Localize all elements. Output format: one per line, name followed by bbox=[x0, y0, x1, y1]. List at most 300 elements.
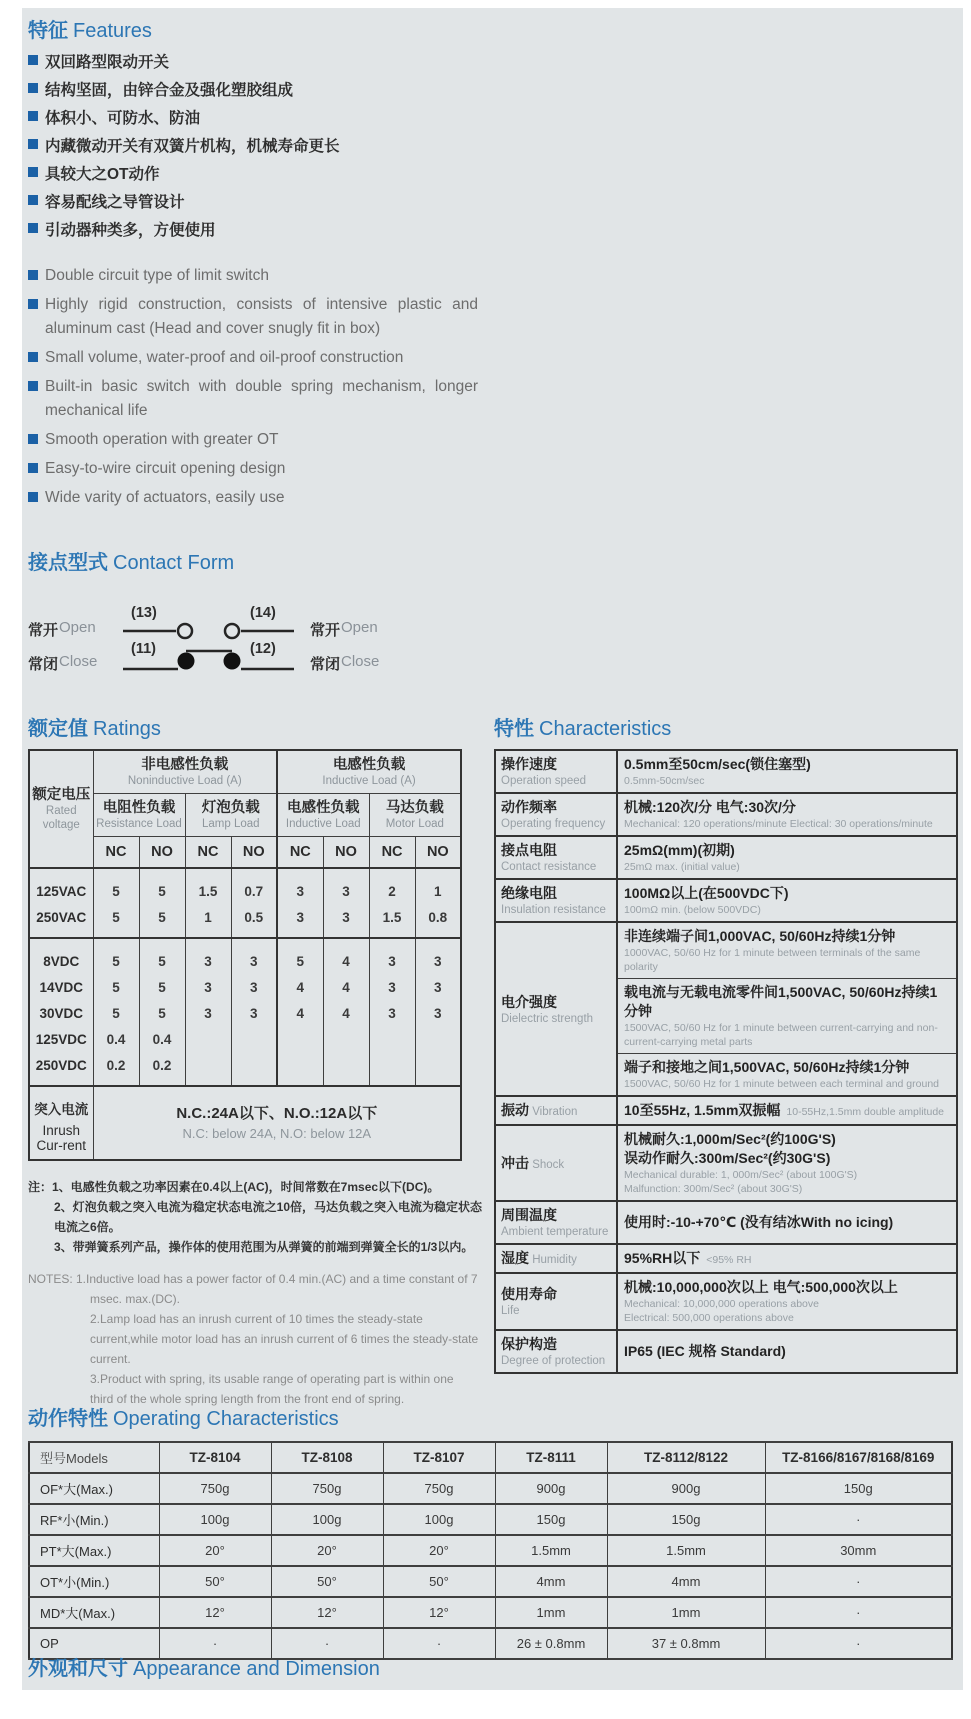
open-contact-symbol bbox=[123, 624, 294, 638]
load-subgroup-zh: 灯泡负载 bbox=[201, 800, 260, 816]
characteristic-label-cell bbox=[495, 1096, 617, 1125]
ratings-value: 3 bbox=[250, 980, 258, 995]
characteristics-row bbox=[495, 836, 957, 879]
characteristic-label-en: Ambient temperature bbox=[501, 1226, 609, 1238]
operating-value-cell: 1mm bbox=[607, 1597, 765, 1628]
load-group-en: Inductive Load (A) bbox=[322, 775, 416, 787]
ratings-value: 0.4 bbox=[152, 1032, 172, 1047]
ratings-value: 0.2 bbox=[106, 1058, 126, 1073]
ratings-value: 5 bbox=[296, 954, 305, 969]
open-label-left-en: Open bbox=[59, 619, 96, 636]
operating-value-cell: 12° bbox=[271, 1597, 383, 1628]
characteristic-value-cell bbox=[617, 1125, 957, 1201]
characteristic-value-cell bbox=[617, 793, 957, 836]
characteristics-row bbox=[495, 1201, 957, 1244]
operating-value-cell: 150g bbox=[607, 1504, 765, 1535]
ratings-value: 5 bbox=[158, 1006, 166, 1021]
nc-no-header: NC bbox=[277, 837, 323, 869]
close-label-right-en: Close bbox=[341, 653, 380, 670]
operating-heading-en: Operating Characteristics bbox=[113, 1408, 339, 1430]
ratings-value bbox=[325, 1053, 368, 1079]
ratings-value bbox=[371, 1027, 414, 1053]
characteristics-section bbox=[494, 712, 956, 1374]
characteristic-label bbox=[501, 1154, 613, 1173]
ratings-value: 1.5 bbox=[382, 910, 402, 925]
characteristic-label-cell bbox=[495, 922, 617, 1096]
characteristic-label-zh: 冲击 bbox=[501, 1154, 529, 1171]
ratings-value: 5 bbox=[158, 910, 166, 925]
feature-item-en: Smooth operation with greater OT bbox=[28, 428, 478, 452]
load-subgroup-en: Motor Load bbox=[385, 818, 444, 830]
characteristic-value-zh: 误动作耐久:300m/Sec²(约30G'S) bbox=[624, 1150, 831, 1166]
ratings-value: 3 bbox=[204, 1006, 212, 1021]
ratings-value: 5 bbox=[112, 980, 120, 995]
ratings-value-cell bbox=[277, 938, 323, 1086]
load-subgroup-zh: 马达负载 bbox=[385, 800, 444, 816]
contact-form-diagram bbox=[28, 601, 458, 685]
features-section bbox=[28, 14, 478, 515]
appearance-heading-zh: 外观和尺寸 bbox=[28, 1658, 128, 1680]
load-group-header bbox=[277, 750, 461, 794]
operating-value-cell: 750g bbox=[159, 1473, 271, 1504]
characteristic-value-zh: 使用时:-10-+70℃ (没有结冰With no icing) bbox=[624, 1214, 894, 1230]
ratings-value-cell bbox=[415, 938, 461, 1086]
operating-value-cell: · bbox=[765, 1597, 952, 1628]
open-label-right-en: Open bbox=[341, 619, 378, 636]
ratings-table bbox=[28, 749, 462, 1161]
nc-no-header: NC bbox=[93, 837, 139, 869]
ratings-value: 4 bbox=[342, 980, 350, 995]
terminal-14-label: (14) bbox=[250, 605, 276, 621]
operating-value-cell: 50° bbox=[383, 1566, 495, 1597]
operating-value-cell: 12° bbox=[159, 1597, 271, 1628]
load-subgroup-header bbox=[185, 794, 277, 837]
voltage-label: 250VAC bbox=[36, 910, 87, 925]
voltage-label: 30VDC bbox=[39, 1006, 84, 1021]
operating-row-label: OT*小(Min.) bbox=[29, 1566, 159, 1597]
operating-value-cell: 37 ± 0.8mm bbox=[607, 1628, 765, 1659]
voltage-label: 8VDC bbox=[43, 954, 80, 969]
characteristic-label-zh: 振动 bbox=[501, 1102, 529, 1118]
feature-item-en: Wide varity of actuators, easily use bbox=[28, 486, 478, 510]
nc-no-header: NO bbox=[323, 837, 369, 869]
nc-no-header: NO bbox=[139, 837, 185, 869]
appearance-heading bbox=[28, 1652, 380, 1681]
characteristic-label-zh: 使用寿命 bbox=[501, 1286, 557, 1302]
ratings-value: 3 bbox=[342, 884, 350, 899]
load-group-en: Noninductive Load (A) bbox=[127, 775, 242, 787]
nc-no-header: NO bbox=[415, 837, 461, 869]
characteristic-value-zh: 非连续端子间1,000VAC, 50/60Hz持续1分钟 bbox=[624, 928, 896, 944]
operating-value-cell: 1mm bbox=[495, 1597, 607, 1628]
ratings-value: 1.5 bbox=[198, 884, 218, 899]
operating-section bbox=[28, 1402, 956, 1660]
features-heading-en: Features bbox=[73, 20, 152, 42]
characteristics-row bbox=[495, 750, 957, 793]
characteristic-value-cell bbox=[617, 1330, 957, 1373]
characteristic-value-zh: 机械耐久:1,000m/Sec²(约100G'S) bbox=[624, 1131, 836, 1147]
load-subgroup-header bbox=[277, 794, 369, 837]
feature-item-zh: 内藏微动开关有双簧片机构，机械寿命更长 bbox=[28, 133, 478, 160]
ratings-value-cell bbox=[369, 938, 415, 1086]
ratings-value-cell bbox=[185, 868, 231, 938]
load-group-zh: 非电感性负载 bbox=[141, 757, 229, 773]
characteristic-label-en: Operating frequency bbox=[501, 818, 606, 830]
voltage-label: 250VDC bbox=[35, 1058, 87, 1073]
nc-no-header: NC bbox=[185, 837, 231, 869]
rated-voltage-en: Rated voltage bbox=[42, 805, 80, 831]
characteristic-value-zh: 100MΩ以上(在500VDC下) bbox=[624, 885, 789, 901]
load-subgroup-zh: 电阻性负载 bbox=[102, 800, 176, 816]
inrush-value-en: N.C: below 24A, N.O: below 12A bbox=[182, 1126, 372, 1141]
operating-row-label: PT*大(Max.) bbox=[29, 1535, 159, 1566]
ratings-value-cell bbox=[93, 938, 139, 1086]
characteristics-row bbox=[495, 793, 957, 836]
voltage-label: 125VDC bbox=[35, 1032, 87, 1047]
ratings-value: 0.2 bbox=[152, 1058, 172, 1073]
characteristics-row bbox=[495, 922, 957, 979]
characteristic-label-cell bbox=[495, 836, 617, 879]
note-en: 2.Lamp load has an inrush current of 10 times the steady-state current,while motor load has an inrush current of 6 times the steady-state current. bbox=[90, 1312, 479, 1366]
voltage-label-cell bbox=[29, 868, 93, 938]
close-label-left-en: Close bbox=[59, 653, 98, 670]
nc-no-header: NO bbox=[231, 837, 277, 869]
characteristics-row bbox=[495, 879, 957, 922]
characteristics-row bbox=[495, 1096, 957, 1125]
operating-row-label: OP bbox=[29, 1628, 159, 1659]
load-subgroup-zh: 电感性负载 bbox=[287, 800, 360, 816]
characteristic-value-cell bbox=[617, 879, 957, 922]
ratings-heading-en: Ratings bbox=[93, 718, 161, 740]
ratings-value: 5 bbox=[158, 954, 166, 969]
feature-item-en: Built-in basic switch with double spring mechanism, longer mechanical life bbox=[28, 375, 478, 423]
ratings-subheader-row bbox=[29, 794, 461, 837]
characteristics-row bbox=[495, 1330, 957, 1373]
characteristic-value bbox=[624, 1101, 950, 1120]
operating-data-row bbox=[29, 1597, 952, 1628]
rated-voltage-header bbox=[29, 750, 93, 868]
characteristic-value-en: Mechanical: 120 operations/minute Electical: 30 operations/minute bbox=[624, 818, 933, 830]
inrush-label-zh: 突入电流 bbox=[34, 1102, 89, 1117]
feature-item-en: Small volume, water-proof and oil-proof construction bbox=[28, 346, 478, 370]
characteristic-label-zh: 湿度 bbox=[501, 1250, 529, 1266]
ratings-value bbox=[279, 1027, 322, 1053]
operating-row-label: MD*大(Max.) bbox=[29, 1597, 159, 1628]
characteristic-label-cell bbox=[495, 1201, 617, 1244]
operating-value-cell: 100g bbox=[159, 1504, 271, 1535]
load-group-header bbox=[93, 750, 277, 794]
ratings-value: 0.4 bbox=[106, 1032, 126, 1047]
ratings-value: 5 bbox=[112, 1006, 120, 1021]
ratings-value: 5 bbox=[158, 980, 166, 995]
operating-header-row bbox=[29, 1442, 952, 1473]
note-zh: 注：1、电感性负载之功率因素在0.4以上(AC)，时间常数在7msec以下(DC)。 bbox=[28, 1180, 440, 1194]
operating-row-label: OF*大(Max.) bbox=[29, 1473, 159, 1504]
features-list-zh bbox=[28, 49, 478, 244]
feature-item-zh: 双回路型限动开关 bbox=[28, 49, 478, 76]
model-name-header: TZ-8104 bbox=[159, 1442, 271, 1473]
operating-value-cell: · bbox=[159, 1628, 271, 1659]
characteristic-label-en: Shock bbox=[529, 1158, 565, 1171]
operating-value-cell: 150g bbox=[765, 1473, 952, 1504]
feature-item-en: Double circuit type of limit switch bbox=[28, 264, 478, 288]
voltage-label: 125VAC bbox=[36, 884, 87, 899]
ratings-value: 3 bbox=[296, 910, 305, 925]
characteristic-value-cell bbox=[617, 922, 957, 979]
operating-value-cell: 900g bbox=[607, 1473, 765, 1504]
operating-value-cell: 20° bbox=[159, 1535, 271, 1566]
characteristic-value-zh: 95%RH以下 bbox=[624, 1250, 701, 1266]
characteristic-value-cell bbox=[617, 1096, 957, 1125]
ratings-value-cell bbox=[369, 868, 415, 938]
characteristics-heading-zh: 特性 bbox=[494, 718, 534, 740]
characteristic-label-zh: 接点电阻 bbox=[501, 842, 557, 858]
characteristic-label-en: Dielectric strength bbox=[501, 1012, 594, 1025]
operating-value-cell: 20° bbox=[271, 1535, 383, 1566]
characteristic-label-zh: 绝缘电阻 bbox=[501, 885, 557, 901]
note-zh: 2、灯泡负载之突入电流为稳定状态电流之10倍，马达负载之突入电流为稳定状态电流之6倍。 bbox=[54, 1200, 483, 1234]
load-subgroup-en: Resistance Load bbox=[96, 818, 182, 830]
characteristic-label-cell bbox=[495, 750, 617, 793]
ratings-value: 0.8 bbox=[428, 910, 448, 925]
features-list-en bbox=[28, 264, 478, 510]
ratings-value-cell bbox=[415, 868, 461, 938]
characteristic-label-zh: 保护构造 bbox=[501, 1336, 557, 1352]
ratings-value: 3 bbox=[434, 1006, 442, 1021]
operating-value-cell: 100g bbox=[383, 1504, 495, 1535]
model-name-header: TZ-8112/8122 bbox=[607, 1442, 765, 1473]
feature-item-zh: 容易配线之导管设计 bbox=[28, 189, 478, 216]
ratings-value-cell bbox=[139, 868, 185, 938]
model-name-header: TZ-8107 bbox=[383, 1442, 495, 1473]
characteristic-label-cell bbox=[495, 1125, 617, 1201]
ratings-value bbox=[279, 1053, 322, 1079]
note-en: 3.Product with spring, its usable range of operating part is within one third of the whole spring length from the front end of spring. bbox=[90, 1372, 454, 1406]
voltage-label: 14VDC bbox=[39, 980, 84, 995]
ratings-value bbox=[233, 1053, 276, 1079]
characteristic-label-cell bbox=[495, 1330, 617, 1373]
model-name-header: TZ-8108 bbox=[271, 1442, 383, 1473]
operating-row-label: RF*小(Min.) bbox=[29, 1504, 159, 1535]
operating-heading-zh: 动作特性 bbox=[28, 1408, 108, 1430]
inrush-value-cell bbox=[93, 1086, 461, 1160]
operating-heading bbox=[28, 1402, 956, 1431]
contact-form-section bbox=[28, 546, 458, 685]
characteristic-label-zh: 电介强度 bbox=[501, 993, 557, 1010]
characteristic-value-zh: 10至55Hz, 1.5mm双振幅 bbox=[624, 1102, 781, 1118]
operating-value-cell: 20° bbox=[383, 1535, 495, 1566]
characteristic-value-en: <95% RH bbox=[706, 1254, 752, 1266]
ratings-value: 3 bbox=[434, 980, 442, 995]
operating-data-row bbox=[29, 1535, 952, 1566]
load-subgroup-en: Inductive Load bbox=[285, 818, 361, 830]
operating-value-cell: 150g bbox=[495, 1504, 607, 1535]
operating-value-cell: 50° bbox=[271, 1566, 383, 1597]
characteristic-value-zh: 机械:10,000,000次以上 电气:500,000次以上 bbox=[624, 1279, 898, 1295]
close-label-left-zh: 常闭 bbox=[28, 656, 59, 673]
ratings-value: 4 bbox=[342, 1006, 350, 1021]
feature-item-zh: 具较大之OT动作 bbox=[28, 161, 478, 188]
characteristics-heading-en: Characteristics bbox=[539, 718, 672, 740]
ratings-value bbox=[233, 1027, 276, 1053]
characteristic-value-cell bbox=[617, 750, 957, 793]
ratings-header-row bbox=[29, 750, 461, 794]
ratings-value bbox=[325, 1027, 368, 1053]
operating-value-cell: 50° bbox=[159, 1566, 271, 1597]
ratings-value: 3 bbox=[296, 884, 305, 899]
ratings-value-cell bbox=[185, 938, 231, 1086]
load-subgroup-en: Lamp Load bbox=[202, 818, 260, 830]
ratings-value: 3 bbox=[204, 980, 212, 995]
characteristic-value-zh: 载电流与无载电流零件间1,500VAC, 50/60Hz持续1分钟 bbox=[624, 984, 938, 1019]
characteristic-value-zh: 25mΩ(mm)(初期) bbox=[624, 842, 735, 858]
feature-item-zh: 结构坚固，由锌合金及强化塑胶组成 bbox=[28, 77, 478, 104]
contact-form-heading bbox=[28, 546, 458, 575]
characteristic-label bbox=[501, 1101, 613, 1120]
characteristic-value-en: 100mΩ min. (below 500VDC) bbox=[624, 904, 761, 916]
terminal-13-label: (13) bbox=[131, 605, 157, 621]
appearance-heading-en: Appearance and Dimension bbox=[133, 1658, 380, 1680]
characteristic-value-zh: IP65 (IEC 规格 Standard) bbox=[624, 1343, 786, 1359]
characteristic-value-en: 25mΩ max. (initial value) bbox=[624, 861, 740, 873]
ratings-value: 1 bbox=[204, 910, 212, 925]
appearance-section bbox=[28, 1652, 380, 1681]
contact-symbols bbox=[28, 601, 458, 685]
characteristics-row bbox=[495, 1125, 957, 1201]
characteristic-value-zh: 机械:120次/分 电气:30次/分 bbox=[624, 799, 796, 815]
ratings-value-cell bbox=[231, 868, 277, 938]
ratings-value: 3 bbox=[204, 954, 212, 969]
characteristic-label-en: Degree of protection bbox=[501, 1355, 606, 1367]
ratings-data-row bbox=[29, 868, 461, 938]
ratings-value: 1 bbox=[434, 884, 442, 899]
characteristic-value-zh: 端子和接地之间1,500VAC, 50/60Hz持续1分钟 bbox=[624, 1059, 910, 1075]
operating-value-cell: · bbox=[765, 1566, 952, 1597]
rated-voltage-zh: 额定电压 bbox=[32, 787, 91, 803]
characteristic-label-en: Life bbox=[501, 1305, 520, 1317]
ratings-value: 3 bbox=[388, 954, 396, 969]
note-zh: 3、带弹簧系列产品，操作体的使用范围为从弹簧的前端到弹簧全长的1/3以内。 bbox=[54, 1240, 474, 1254]
models-header: 型号Models bbox=[29, 1442, 159, 1473]
characteristic-label-en: Insulation resistance bbox=[501, 904, 606, 916]
ratings-value: 5 bbox=[112, 884, 120, 899]
characteristic-value bbox=[624, 1249, 950, 1268]
ratings-value: 3 bbox=[388, 980, 396, 995]
inrush-row bbox=[29, 1086, 461, 1160]
ratings-value: 2 bbox=[388, 884, 396, 899]
ratings-notes-zh bbox=[28, 1177, 484, 1257]
ratings-value: 5 bbox=[158, 884, 166, 899]
nc-no-row bbox=[29, 837, 461, 869]
ratings-value: 0.7 bbox=[244, 884, 264, 899]
operating-value-cell: 4mm bbox=[607, 1566, 765, 1597]
characteristic-label-en: Humidity bbox=[529, 1254, 577, 1266]
terminal-11-label: (11) bbox=[131, 641, 156, 657]
characteristics-heading bbox=[494, 712, 956, 741]
ratings-value: 3 bbox=[434, 954, 442, 969]
ratings-value-cell bbox=[323, 938, 369, 1086]
feature-item-zh: 引动器种类多，方便使用 bbox=[28, 217, 478, 244]
load-subgroup-header bbox=[93, 794, 185, 837]
ratings-value bbox=[187, 1027, 230, 1053]
note-en: NOTES: 1.Inductive load has a power factor of 0.4 min.(AC) and a time constant of 7 msec. max.(DC). bbox=[28, 1272, 478, 1306]
characteristic-label-zh: 操作速度 bbox=[501, 756, 557, 772]
operating-data-row bbox=[29, 1504, 952, 1535]
characteristic-value-en: Malfunction: 300m/Sec² (about 30G'S) bbox=[624, 1183, 803, 1195]
characteristic-label-zh: 动作频率 bbox=[501, 799, 557, 815]
characteristic-value-en: 1500VAC, 50/60 Hz for 1 minute between current-carrying and non-current-carrying metal parts bbox=[624, 1022, 938, 1048]
characteristic-value-en: 1500VAC, 50/60 Hz for 1 minute between each terminal and ground bbox=[624, 1078, 939, 1090]
characteristic-value-zh: 0.5mm至50cm/sec(锁住塞型) bbox=[624, 756, 811, 772]
inrush-label-cell bbox=[29, 1086, 93, 1160]
ratings-value: 4 bbox=[342, 954, 350, 969]
characteristic-label-en: Contact resistance bbox=[501, 861, 597, 873]
ratings-heading-zh: 额定值 bbox=[28, 718, 88, 740]
characteristic-label-zh: 周围温度 bbox=[501, 1207, 557, 1223]
ratings-notes-en bbox=[28, 1269, 480, 1409]
characteristic-label-cell bbox=[495, 1273, 617, 1330]
operating-value-cell: 1.5mm bbox=[495, 1535, 607, 1566]
load-subgroup-header bbox=[369, 794, 461, 837]
ratings-value bbox=[417, 1053, 460, 1079]
ratings-value: 3 bbox=[250, 954, 258, 969]
ratings-value: 0.5 bbox=[244, 910, 264, 925]
characteristic-value-cell bbox=[617, 836, 957, 879]
ratings-value: 5 bbox=[112, 910, 120, 925]
ratings-value bbox=[417, 1027, 460, 1053]
operating-value-cell: · bbox=[383, 1628, 495, 1659]
close-label-right-zh: 常闭 bbox=[310, 656, 341, 673]
ratings-value: 3 bbox=[250, 1006, 258, 1021]
ratings-value: 4 bbox=[296, 1006, 305, 1021]
ratings-value bbox=[371, 1053, 414, 1079]
ratings-section bbox=[28, 712, 488, 1409]
features-heading bbox=[28, 14, 478, 43]
features-heading-zh: 特征 bbox=[28, 20, 68, 42]
operating-value-cell: 750g bbox=[383, 1473, 495, 1504]
ratings-value-cell bbox=[277, 868, 323, 938]
operating-value-cell: 1.5mm bbox=[607, 1535, 765, 1566]
characteristic-value-en: Mechanical: 10,000,000 operations above bbox=[624, 1298, 819, 1310]
ratings-value: 3 bbox=[388, 1006, 396, 1021]
operating-value-cell: 30mm bbox=[765, 1535, 952, 1566]
characteristics-table bbox=[494, 749, 958, 1374]
characteristic-value-cell bbox=[617, 1244, 957, 1273]
characteristics-row bbox=[495, 1273, 957, 1330]
ratings-value: 5 bbox=[112, 954, 120, 969]
ratings-value-cell bbox=[231, 938, 277, 1086]
characteristic-value-en: 10-55Hz,1.5mm double amplitude bbox=[786, 1106, 944, 1118]
characteristic-value-en: Electrical: 500,000 operations above bbox=[624, 1312, 794, 1324]
characteristic-label-cell bbox=[495, 1244, 617, 1273]
ratings-value: 3 bbox=[342, 910, 350, 925]
characteristic-value-en: 1000VAC, 50/60 Hz for 1 minute between terminals of the same polarity bbox=[624, 947, 921, 973]
operating-value-cell: 900g bbox=[495, 1473, 607, 1504]
model-name-header: TZ-8166/8167/8168/8169 bbox=[765, 1442, 952, 1473]
operating-value-cell: 4mm bbox=[495, 1566, 607, 1597]
voltage-label-cell bbox=[29, 938, 93, 1086]
nc-no-header: NC bbox=[369, 837, 415, 869]
ratings-value-cell bbox=[139, 938, 185, 1086]
load-group-zh: 电感性负载 bbox=[332, 757, 406, 773]
characteristic-value-en: 0.5mm-50cm/sec bbox=[624, 775, 705, 787]
operating-value-cell: · bbox=[271, 1628, 383, 1659]
characteristic-value-cell bbox=[617, 979, 957, 1054]
contact-heading-en: Contact Form bbox=[113, 552, 235, 574]
operating-value-cell: · bbox=[765, 1504, 952, 1535]
characteristic-label bbox=[501, 1249, 613, 1268]
operating-value-cell: 750g bbox=[271, 1473, 383, 1504]
